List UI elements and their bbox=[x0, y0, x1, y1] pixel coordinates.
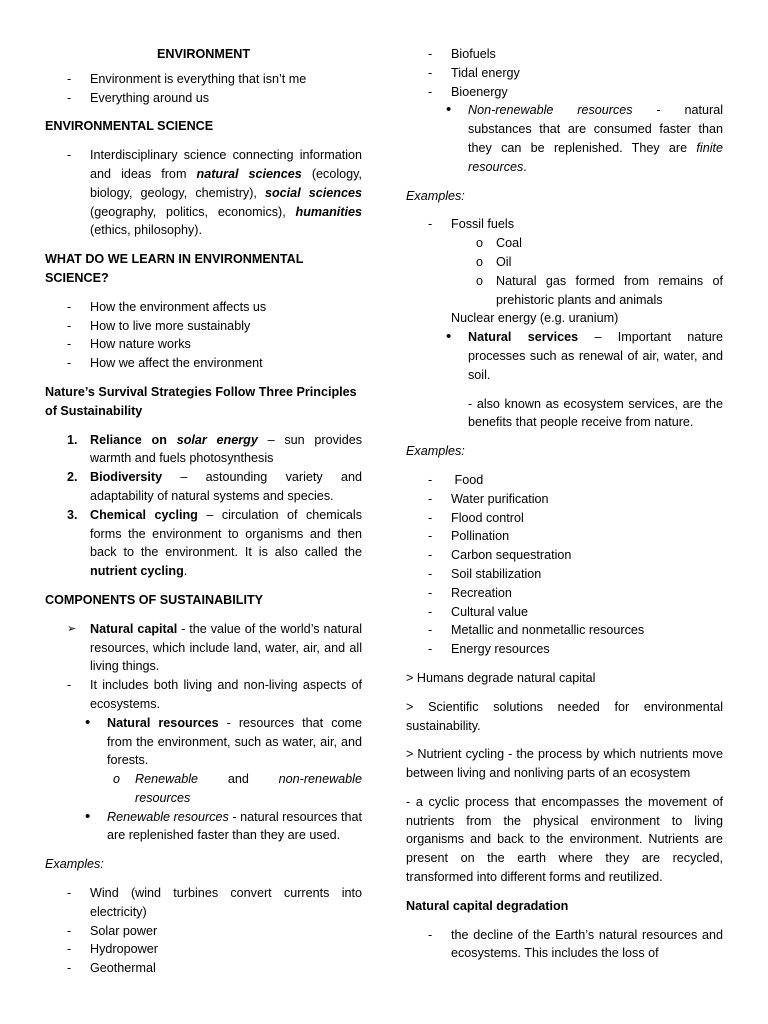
definition-item: - Interdisciplinary science connecting information and ideas from natural sciences (ecology, biology, geology, chemistry), social sciences (geography, politics, economics), humanities (ethics, philosophy). bbox=[67, 148, 362, 238]
list-item: - Geothermal bbox=[45, 959, 362, 978]
examples-label: Examples: bbox=[406, 188, 465, 203]
list-item: - Cultural value bbox=[406, 603, 723, 622]
list-item: - Hydropower bbox=[45, 940, 362, 959]
dash-marker: - bbox=[428, 84, 433, 99]
section-heading: WHAT DO WE LEARN IN ENVIRONMENTAL SCIENCE? bbox=[45, 252, 304, 285]
paragraph: > Scientific solutions needed for environmental sustainability. bbox=[406, 699, 723, 733]
dash-marker: - bbox=[67, 942, 72, 957]
paragraph: > Humans degrade natural capital bbox=[406, 670, 596, 685]
list-item: - Environment is everything that isn’t me bbox=[45, 70, 362, 89]
list-item: • Natural services – Important nature processes such as renewal of air, water, and soil. bbox=[446, 328, 723, 382]
list-item: - How the environment affects us bbox=[45, 298, 362, 317]
dash-marker: - bbox=[428, 491, 433, 506]
paragraph: > Nutrient cycling - the process by which nutrients move between living and nonliving parts of an ecosystem bbox=[406, 747, 723, 781]
section-heading: Nature’s Survival Strategies Follow Three Principles of Sustainability bbox=[45, 384, 357, 418]
examples-label: Examples: bbox=[45, 857, 104, 872]
dash-marker: - bbox=[67, 886, 72, 901]
dash-marker: - bbox=[428, 217, 433, 232]
numbered-item: 1. Reliance on solar energy – sun provides warmth and fuels photosynthesis bbox=[67, 432, 362, 466]
dash-marker: - bbox=[67, 337, 72, 352]
section-heading: Natural capital degradation bbox=[406, 898, 569, 913]
dash-marker: - bbox=[428, 927, 433, 942]
list-item: - Solar power bbox=[45, 922, 362, 941]
list-item: - Biofuels bbox=[406, 45, 723, 64]
dash-marker: - bbox=[67, 678, 72, 693]
section-heading: ENVIRONMENTAL SCIENCE bbox=[45, 119, 214, 134]
list-item: - Soil stabilization bbox=[406, 565, 723, 584]
section-heading: COMPONENTS OF SUSTAINABILITY bbox=[45, 592, 264, 607]
list-item: - Energy resources bbox=[406, 640, 723, 659]
bullet-icon: • bbox=[85, 807, 91, 825]
page-title: ENVIRONMENT bbox=[156, 47, 251, 61]
dash-marker: - bbox=[67, 90, 72, 105]
numbered-item: 3. Chemical cycling – circulation of chemicals forms the environment to organisms and then back to the environment. It is also called the nutrient cycling. bbox=[67, 507, 362, 579]
list-item: - Food bbox=[406, 471, 723, 490]
bullet-icon: • bbox=[85, 713, 91, 731]
dash-marker: - bbox=[428, 510, 433, 525]
dash-marker: - bbox=[428, 604, 433, 619]
sub-list-item: o Coal bbox=[476, 236, 522, 251]
numbered-item: 2. Biodiversity – astounding variety and adaptability of natural systems and species. bbox=[67, 470, 362, 503]
list-item: • Non-renewable resources - natural substances that are consumed faster than they can be replenished. They are finite resources. bbox=[446, 101, 724, 174]
dash-marker: - bbox=[67, 148, 72, 163]
list-item: - How to live more sustainably bbox=[45, 317, 362, 336]
dash-marker: - bbox=[428, 548, 433, 563]
dash-marker: - bbox=[67, 71, 72, 86]
arrow-bullet-icon: ➢ bbox=[67, 622, 77, 635]
dash-marker: - bbox=[67, 961, 72, 976]
list-item: - Flood control bbox=[406, 509, 723, 528]
dash-marker: - bbox=[428, 529, 433, 544]
ecosystem-services-text: - also known as ecosystem services, are the benefits that people receive from nature. bbox=[468, 396, 723, 430]
list-item: - How we affect the environment bbox=[45, 354, 362, 373]
dash-marker: - bbox=[428, 65, 433, 80]
dash-marker: - bbox=[428, 623, 433, 638]
left-column: ENVIRONMENT - Environment is everything that isn’t me - Everything around us ENVIRONMENTAL SCIENCE - Interdisciplinary science connecting information and ideas from natural sciences (ecology, biology, geology, chemistry), social sciences (geography, politics, economics), humanities (ethics, philosophy). WHAT DO WE LEARN IN ENVIRONMENTAL SCIENCE? - How the environment affects us - How to live more sustainably - How nature works - How we affect the environment Nature’s Survival Strategies Follow Three Principles of Sustainability 1. Reliance on solar energy – sun provides warmth and fuels photosynthesis 2. Biodiversity – astounding variety and adaptability of natural systems and species. 3. Chemical cycling – circulation of chemicals forms the environment to organisms and then back to the environment. It is also called the nutrient cycling. COMPONENTS OF SUSTAINABILITY ➢ Natural capital - the value of the world’s natural resources, which include land, water, air, and all living things. - It includes both living and non-living aspects of ecosystems. • Natural resources - resources that come from the environment, such as water, air, and forests. o Renewable and non-renewable resources • Renewable resources - natural resources that are replenished faster than they are used. Examples: - Wind (wind turbines convert currents into electricity) - Solar power - Hydropower - Geothermal bbox=[45, 45, 362, 978]
bullet-icon: • bbox=[446, 101, 452, 119]
bullet-icon: • bbox=[446, 328, 452, 346]
sub-list-item: o Oil bbox=[476, 254, 512, 269]
list-item: • Renewable resources - natural resources that are replenished faster than they are used. bbox=[85, 807, 362, 843]
list-item: ➢ Natural capital - the value of the world’s natural resources, which include land, water, air, and all living things. bbox=[67, 621, 362, 674]
list-item: - How nature works bbox=[45, 335, 362, 354]
list-item: - Everything around us bbox=[45, 89, 362, 108]
list-item: - Pollination bbox=[406, 527, 723, 546]
dash-marker: - bbox=[67, 318, 72, 333]
dash-marker: - bbox=[428, 585, 433, 600]
list-item: - Wind (wind turbines convert currents into electricity) bbox=[67, 886, 362, 919]
paragraph: - a cyclic process that encompasses the movement of nutrients from the physical environment to living organisms and back to the environment. Nutrients are present on the earth where they are recycled, transformed into different forms and reutilized. bbox=[406, 794, 723, 885]
dash-marker: - bbox=[67, 299, 72, 314]
dash-marker: - bbox=[428, 47, 433, 61]
list-item: o Renewable and non-renewable bbox=[113, 772, 362, 787]
list-item: - Fossil fuels bbox=[406, 215, 723, 234]
dash-marker: - bbox=[428, 566, 433, 581]
nuclear-energy-text: Nuclear energy (e.g. uranium) bbox=[451, 311, 619, 326]
list-item: - Bioenergy bbox=[406, 83, 723, 102]
list-item: - Tidal energy bbox=[406, 64, 723, 83]
dash-marker: - bbox=[428, 642, 433, 657]
list-item: - the decline of the Earth’s natural resources and ecosystems. This includes the loss of bbox=[428, 927, 723, 961]
list-item: - Water purification bbox=[406, 490, 723, 509]
list-item: • Natural resources - resources that come from the environment, such as water, air, and forests. bbox=[85, 713, 362, 768]
dash-marker: - bbox=[67, 356, 72, 371]
list-item: - Metallic and nonmetallic resources bbox=[406, 621, 723, 640]
list-item: - It includes both living and non-living aspects of ecosystems. bbox=[67, 678, 362, 711]
list-item: - Recreation bbox=[406, 584, 723, 603]
list-item: - Carbon sequestration bbox=[406, 546, 723, 565]
dash-marker: - bbox=[67, 923, 72, 938]
right-column bbox=[406, 45, 723, 963]
dash-marker: - bbox=[428, 472, 433, 487]
sub-list-item: o Natural gas formed from remains of prehistoric plants and animals bbox=[476, 273, 723, 307]
examples-label: Examples: bbox=[406, 444, 465, 459]
